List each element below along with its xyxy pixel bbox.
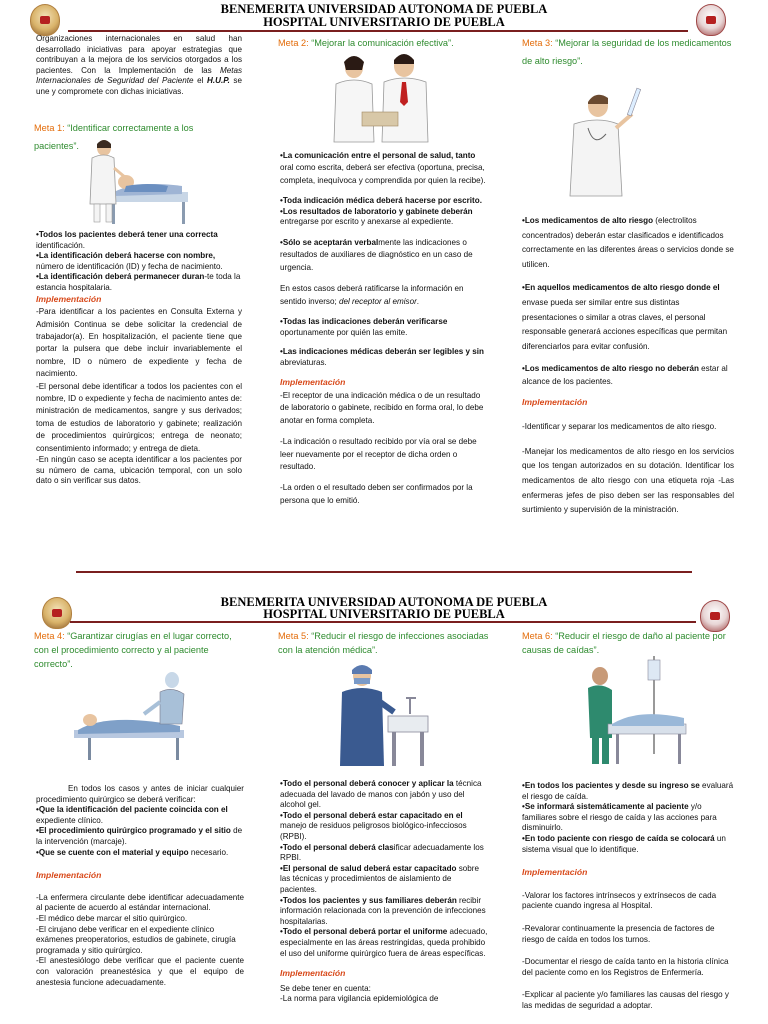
meta1-impl-label: Implementación bbox=[36, 293, 102, 304]
header-hospital: HOSPITAL UNIVERSITARIO DE PUEBLA bbox=[263, 15, 505, 29]
meta3-heading: Meta 3: “Mejorar la seguridad de los medicamentos de alto riesgo”. bbox=[522, 38, 732, 66]
meta3-impl-label: Implementación bbox=[522, 397, 588, 408]
meta4-body: En todos los casos y antes de iniciar cualquier procedimiento quirúrgico se deberá verificar: •Que la identificación del paciente coincida con el expediente clínico. •El procedimiento quirúrgico programado y el sitio de la intervención (marcaje). •Que se cuente con el material y equipo necesario. Implementación -La enfermera circulante debe identificar adecuadamente al paciente de acuerdo al estándar internacional. -El médico debe marcar el sitio quirúrgico. -El cirujano debe verificar en el expediente clínico exámenes preoperatorios, estudios de gabinete, cirugía programada y sitio quirúrgico. -El anestesiólogo debe verificar que el paciente cuente con valoración preanestésica y que el equipo de anestesia funcione adecuadamente. bbox=[36, 784, 244, 987]
meta4-impl-label: Implementación bbox=[36, 870, 102, 881]
header-university-2: BENEMERITA UNIVERSIDAD AUTONOMA DE PUEBLA bbox=[220, 595, 548, 609]
nurse-patient-illustration bbox=[78, 134, 190, 226]
meta6-body: •En todos los pacientes y desde su ingreso se evaluará el riesgo de caída. •Se informará sistemáticamente al paciente y/o familiares sobre el riesgo de caída y las acciones para disminuirlo. •En todo paciente con riesgo de caída se colocará un sistema visual que lo identifique. Implementación -Valorar los factores intrínsecos y extrínsecos de cada paciente cuando ingresa al Hospital. -Revalorar continuamente la presencia de factores de riesgo de caída en todos los turnos. -Documentar el riesgo de caída tanto en la historia clínica del paciente como en los Registros de Enfermería. -Explicar al paciente y/o familiares las causas del riesgo y las medidas de seguridad a adoptar. bbox=[522, 781, 734, 1010]
header-hospital-2: HOSPITAL UNIVERSITARIO DE PUEBLA bbox=[263, 607, 505, 621]
meta4-heading: Meta 4: “Garantizar cirugías en el lugar correcto, con el procedimiento correcto y al paciente correcto”. bbox=[34, 631, 232, 669]
meta1-heading: Meta 1: “Identificar correctamente a los pacientes”. bbox=[34, 123, 194, 151]
meta6-heading: Meta 6: “Reducir el riesgo de daño al paciente por causas de caídas”. bbox=[522, 631, 726, 655]
doctor-syringe-illustration bbox=[560, 68, 660, 198]
meta1-bullets: •Todos los pacientes deberá tener una correcta identificación. •La identificación deberá hacerse con nombre, número de identificación (ID) y fecha de nacimiento. •La identificación deberá permanecer duran-te toda la estancia hospitalaria. Implementación -Para identificar a los pacientes en Consulta Externa y Admisión Continua se debe solicitar la credencial de trabajador(a). En hospitalización, el paciente tiene que portar la pulsera que debe incluir invariablemente el nombre, ID o número de expediente y fecha de nacimiento. -El personal debe identificar a todos los pacientes con el nombre, ID o expediente y fecha de nacimiento antes de: ministración de medicamentos, sangre y sus derivados; toma de estudios de laboratorio y gabinete; realización de procedimientos quirúrgicos; entrega de neonato; consentimiento informado; y entrega de dieta. -En ningún caso se acepta identificar a los pacientes por su número de cama, ubicación temporal, con un solo dato o sin verificar sus datos. bbox=[36, 230, 242, 486]
meta2-heading: Meta 2: “Mejorar la comunicación efectiva”. bbox=[278, 38, 454, 48]
doctors-illustration bbox=[312, 48, 448, 144]
meta2-impl-label: Implementación bbox=[280, 377, 346, 388]
fall-risk-illustration bbox=[578, 654, 688, 770]
meta2-body: •La comunicación entre el personal de salud, tanto oral como escrita, deberá ser efectiva (oportuna, precisa, completa, inequívoca y comprendida por quien la recibe). •Toda indicación médica deberá hacerse por escrito. •Los resultados de laboratorio y gabinete deberán entregarse por escrito y anexarse al expediente. •Sólo se aceptarán verbalmente las indicaciones o resultados de auxiliares de diagnóstico en un caso de urgencia. En estos casos deberá ratificarse la información en sentido inverso; del receptor al emisor. •Todas las indicaciones deberán verificarse oportunamente por quién las emite. •Las indicaciones médicas deberán ser legibles y sin abreviaturas. Implementación -El receptor de una indicación médica o de un resultado de laboratorio o gabinete, recibido en forma oral, lo debe anotar en forma completa. -La indicación o resultado recibido por vía oral se debe leer nuevamente por el receptor de dicha orden o resultado. -La orden o el resultado deben ser confirmados por la persona que lo emitió. bbox=[280, 150, 488, 507]
section-divider bbox=[76, 571, 692, 573]
header-rule bbox=[68, 30, 688, 32]
handwashing-illustration bbox=[322, 658, 430, 768]
meta6-impl-label: Implementación bbox=[522, 867, 588, 878]
meta5-body: •Todo el personal deberá conocer y aplicar la técnica adecuada del lavado de manos con jabón y uso del alcohol gel. •Todo el personal deberá estar capacitado en el manejo de residuos peligrosos biológico-infecciosos (RPBI). •Todo el personal deberá clasificar adecuadamente los RPBI. •El personal de salud deberá estar capacitado sobre las técnicas y procedimientos de aislamiento de pacientes. •Todos los pacientes y sus familiares deberán recibir información relacionada con la prevención de infecciones hospitalarias. •Todo el personal deberá portar el uniforme adecuado, especialmente en las áreas restringidas, queda prohibido el uso del uniforme quirúrgico fuera de áreas específicas. Implementación Se debe tener en cuenta: -La norma para vigilancia epidemiológica de bbox=[280, 779, 488, 1004]
intro-paragraph: Organizaciones internacionales en salud han desarrollado iniciativas para apoyar estrategias que contribuyan a la mejora de los servicios otorgados a los pacientes. Con la Implementación de las Metas Internacionales de Seguridad del Paciente el H.U.P. se une y compromete con dichas iniciativas. bbox=[36, 34, 242, 96]
header-rule-2 bbox=[70, 621, 696, 623]
header-university: BENEMERITA UNIVERSIDAD AUTONOMA DE PUEBLA bbox=[220, 2, 548, 16]
meta5-heading: Meta 5: “Reducir el riesgo de infecciones asociadas con la atención médica”. bbox=[278, 631, 489, 655]
meta3-body: •Los medicamentos de alto riesgo (electrolitos concentrados) deberán estar clasificados e identificados correctamente en las diferentes áreas o servicios donde se utilicen. •En aquellos medicamentos de alto riesgo donde el envase pueda ser similar entre sus distintas presentaciones o similar a otras claves, el personal responsable generará acciones específicas que permitan diferenciarlos para evitar confusión. •Los medicamentos de alto riesgo no deberán estar al alcance de los pacientes. Implementación -Identificar y separar los medicamentos de alto riesgo. -Manejar los medicamentos de alto riesgo en los servicios que los tengan autorizados en su dotación. Identificar los medicamentos de alto riesgo con una etiqueta roja -Las enfermeras jefes de piso deben ser las responsables del surtimiento y supervisión de la ministración. bbox=[522, 216, 734, 515]
surgery-illustration bbox=[68, 668, 192, 764]
meta5-impl-label: Implementación bbox=[280, 968, 346, 979]
